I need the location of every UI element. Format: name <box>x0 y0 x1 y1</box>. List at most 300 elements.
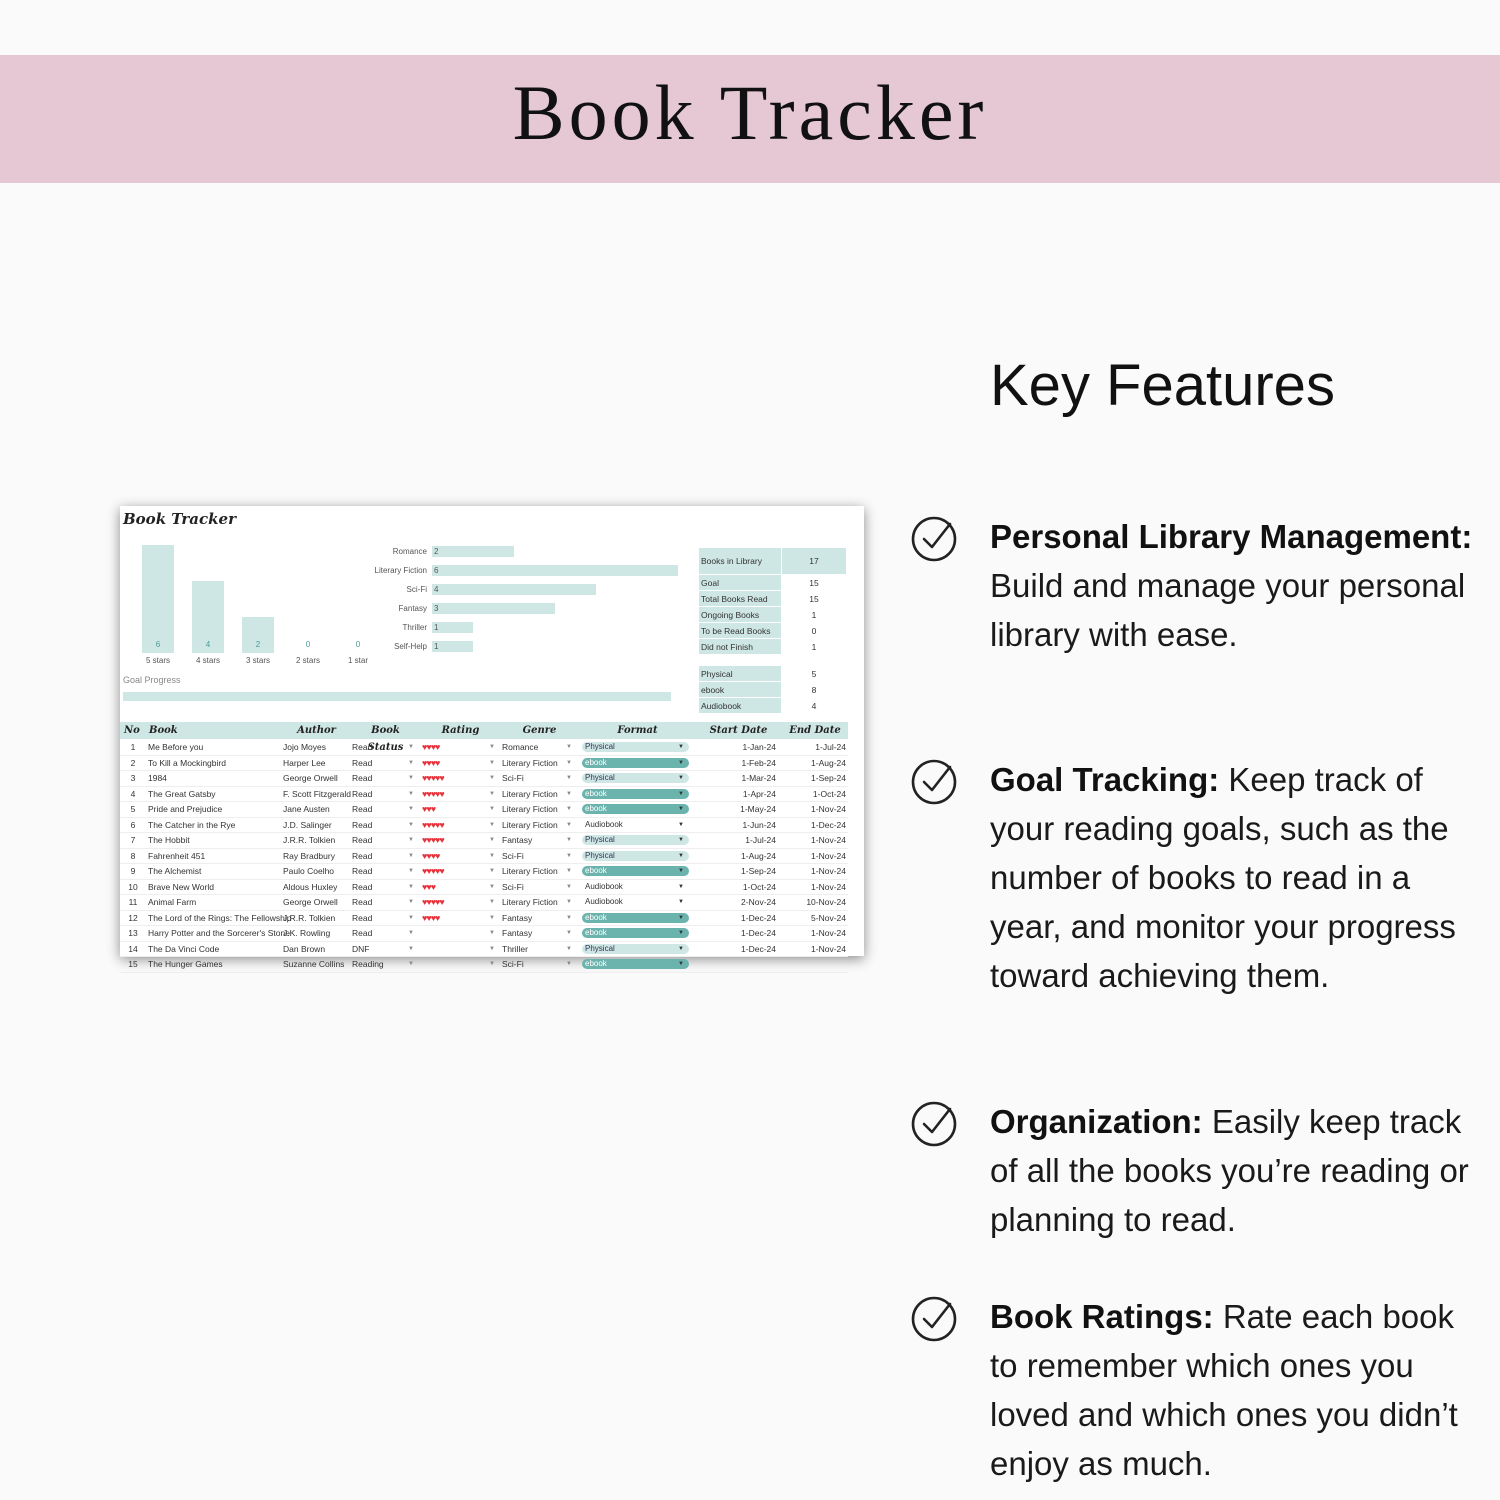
check-circle-icon <box>910 1097 960 1147</box>
row-number: 3 <box>130 773 136 783</box>
format-label: Audiobook <box>699 698 782 714</box>
format-value: ebook <box>585 866 607 875</box>
book-genre: Literary Fiction <box>502 804 558 814</box>
format-dropdown[interactable] <box>582 928 689 938</box>
end-date: 1-Dec-24 <box>811 819 846 830</box>
book-title: Pride and Prejudice <box>148 804 223 814</box>
genre-bar <box>432 584 596 595</box>
book-status: Read <box>352 835 373 845</box>
book-title: The Alchemist <box>148 866 202 876</box>
format-value: 8 <box>782 682 847 698</box>
rating-bar-label: 1 star <box>347 656 368 665</box>
start-date: 1-Dec-24 <box>741 912 776 923</box>
format-dropdown[interactable] <box>582 742 689 752</box>
genre-bar-value: 6 <box>434 566 439 575</box>
feature-description: Rate each book to remember which ones you loved and which ones you didn’t enjoy as much. <box>990 1298 1458 1482</box>
end-date: 1-Jul-24 <box>815 742 846 752</box>
stats-header-row <box>699 548 847 575</box>
dropdown-arrow-icon[interactable]: ▼ <box>566 961 572 967</box>
book-status: Read <box>352 757 373 768</box>
dropdown-arrow-icon: ▼ <box>678 914 684 921</box>
genre-bar-label: Romance <box>392 547 427 556</box>
rating-bar-label: 4 stars <box>195 656 220 665</box>
rating-hearts[interactable]: ♥♥♥♥♥ <box>422 866 444 876</box>
format-dropdown[interactable] <box>582 866 689 876</box>
format-row <box>699 698 847 714</box>
book-title: The Catcher in the Rye <box>148 819 236 830</box>
dropdown-arrow-icon[interactable]: ▼ <box>489 744 495 750</box>
feature-heading: Organization: <box>990 1103 1203 1140</box>
genre-bar-value: 1 <box>434 642 439 651</box>
row-number: 15 <box>128 959 138 969</box>
book-status: Read <box>352 773 373 783</box>
dropdown-arrow-icon: ▼ <box>678 759 684 766</box>
stats-label: To be Read Books <box>699 623 782 639</box>
dropdown-arrow-icon: ▼ <box>678 821 684 828</box>
dropdown-arrow-icon: ▼ <box>678 961 684 967</box>
dropdown-arrow-icon[interactable]: ▼ <box>408 899 414 905</box>
book-author: George Orwell <box>283 897 338 907</box>
book-author: Ray Bradbury <box>283 850 335 861</box>
dropdown-arrow-icon[interactable]: ▼ <box>408 914 414 921</box>
dropdown-arrow-icon[interactable]: ▼ <box>408 868 414 874</box>
column-header: Book <box>149 725 178 736</box>
genre-bar <box>432 603 555 614</box>
book-author: J.D. Salinger <box>283 819 332 830</box>
dropdown-arrow-icon[interactable]: ▼ <box>408 930 414 936</box>
row-number: 14 <box>128 943 138 954</box>
format-stats-table <box>698 665 847 714</box>
dropdown-arrow-icon[interactable]: ▼ <box>408 790 414 797</box>
book-title: The Hobbit <box>148 835 190 845</box>
format-dropdown[interactable] <box>582 944 689 954</box>
format-value: 5 <box>782 666 847 682</box>
column-header: End Date <box>789 725 841 736</box>
rating-hearts[interactable]: ♥♥♥ <box>422 804 436 814</box>
rating-hearts[interactable]: ♥♥♥♥♥ <box>422 835 444 845</box>
genre-bar <box>432 546 514 557</box>
format-dropdown[interactable] <box>582 758 689 768</box>
feature-heading: Book Ratings: <box>990 1298 1214 1335</box>
dropdown-arrow-icon[interactable]: ▼ <box>489 821 495 828</box>
dropdown-arrow-icon[interactable]: ▼ <box>489 806 495 812</box>
book-genre: Literary Fiction <box>502 819 558 830</box>
book-genre: Thriller <box>502 943 528 954</box>
dropdown-arrow-icon: ▼ <box>678 945 684 952</box>
format-value: Audiobook <box>585 897 623 906</box>
rating-bar-value: 0 <box>305 640 311 649</box>
dropdown-arrow-icon: ▼ <box>678 790 684 797</box>
format-value: ebook <box>585 804 607 813</box>
start-date: 1-Aug-24 <box>741 850 776 861</box>
dropdown-arrow-icon: ▼ <box>678 837 684 843</box>
genre-bar-value: 1 <box>434 623 439 632</box>
format-value: ebook <box>585 959 607 968</box>
genre-bar <box>432 565 678 576</box>
row-number: 12 <box>128 912 138 923</box>
genre-bar-label: Self-Help <box>394 642 427 651</box>
dropdown-arrow-icon[interactable]: ▼ <box>489 852 495 859</box>
end-date: 1-Nov-24 <box>811 928 846 938</box>
format-value: Physical <box>585 773 615 782</box>
dropdown-arrow-icon[interactable]: ▼ <box>566 837 572 843</box>
book-author: F. Scott Fitzgerald <box>283 788 352 799</box>
dropdown-arrow-icon[interactable]: ▼ <box>566 790 572 797</box>
header-banner <box>0 55 1500 183</box>
end-date: 1-Sep-24 <box>811 773 846 783</box>
start-date: 1-Jun-24 <box>742 819 776 830</box>
table-row <box>120 942 848 958</box>
start-date: 1-Apr-24 <box>742 788 776 799</box>
table-row <box>120 818 848 834</box>
feature-text <box>990 1292 1490 1488</box>
book-title: Animal Farm <box>148 897 197 907</box>
genre-bar-label: Thriller <box>402 623 427 632</box>
book-genre: Romance <box>502 742 539 752</box>
stats-value: 0 <box>782 623 847 639</box>
dropdown-arrow-icon: ▼ <box>678 883 684 890</box>
stats-row <box>699 591 847 607</box>
stats-row <box>699 607 847 623</box>
table-row <box>120 740 848 756</box>
end-date: 5-Nov-24 <box>811 912 846 923</box>
book-author: Jojo Moyes <box>283 742 326 752</box>
book-genre: Sci-Fi <box>502 959 524 969</box>
book-title: To Kill a Mockingbird <box>148 757 226 768</box>
books-in-library-label: Books in Library <box>699 548 782 575</box>
table-row <box>120 895 848 911</box>
format-value: ebook <box>585 757 607 767</box>
genre-bar-value: 4 <box>434 585 439 594</box>
dropdown-arrow-icon[interactable]: ▼ <box>489 945 495 952</box>
rating-bar-label: 2 stars <box>295 656 320 665</box>
rating-bar-value: 0 <box>355 640 361 649</box>
format-value: Physical <box>585 850 615 860</box>
column-header: No <box>124 725 140 736</box>
dropdown-arrow-icon[interactable]: ▼ <box>566 899 572 905</box>
format-dropdown[interactable] <box>582 773 689 783</box>
book-status: Read <box>352 788 373 799</box>
spreadsheet-preview <box>120 506 864 969</box>
row-number: 4 <box>130 788 136 799</box>
dropdown-arrow-icon[interactable]: ▼ <box>489 930 495 936</box>
check-circle-icon <box>910 512 960 562</box>
dropdown-arrow-icon[interactable]: ▼ <box>489 899 495 905</box>
check-circle-icon <box>910 1292 960 1342</box>
rating-bar-value: 2 <box>255 640 261 649</box>
dropdown-arrow-icon[interactable]: ▼ <box>566 883 572 890</box>
feature-text <box>990 512 1490 659</box>
format-value: ebook <box>585 912 607 922</box>
format-value: Audiobook <box>585 881 623 891</box>
rating-hearts[interactable]: ♥♥♥♥♥ <box>422 897 444 907</box>
book-genre: Fantasy <box>502 912 533 923</box>
book-status: Read <box>352 742 373 752</box>
end-date: 1-Nov-24 <box>811 943 846 954</box>
book-genre: Sci-Fi <box>502 773 524 783</box>
rating-hearts[interactable]: ♥♥♥♥♥ <box>422 819 444 830</box>
rating-hearts[interactable]: ♥♥♥♥ <box>422 757 440 768</box>
format-dropdown[interactable] <box>582 789 689 799</box>
dropdown-arrow-icon[interactable]: ▼ <box>489 790 495 797</box>
format-value: 4 <box>782 698 847 714</box>
dropdown-arrow-icon[interactable]: ▼ <box>489 759 495 766</box>
dropdown-arrow-icon: ▼ <box>678 930 684 936</box>
dropdown-arrow-icon[interactable]: ▼ <box>408 806 414 812</box>
dropdown-arrow-icon: ▼ <box>678 868 684 874</box>
dropdown-arrow-icon[interactable]: ▼ <box>566 914 572 921</box>
dropdown-arrow-icon[interactable]: ▼ <box>489 961 495 967</box>
library-stats-table <box>698 547 847 655</box>
book-status: Read <box>352 850 373 861</box>
row-number: 7 <box>130 835 136 845</box>
book-title: Brave New World <box>148 881 214 892</box>
book-status: Read <box>352 928 373 938</box>
goal-progress-label: Goal Progress <box>123 675 181 685</box>
dropdown-arrow-icon[interactable]: ▼ <box>489 868 495 874</box>
dropdown-arrow-icon[interactable]: ▼ <box>408 759 414 766</box>
column-header: Book Status <box>367 725 404 753</box>
format-label: ebook <box>699 682 782 698</box>
dropdown-arrow-icon[interactable]: ▼ <box>408 852 414 859</box>
dropdown-arrow-icon[interactable]: ▼ <box>489 914 495 921</box>
book-author: Dan Brown <box>283 943 326 954</box>
goal-progress-bar <box>123 692 671 701</box>
start-date: 1-Dec-24 <box>741 928 776 938</box>
dropdown-arrow-icon[interactable]: ▼ <box>566 759 572 766</box>
format-dropdown[interactable] <box>582 959 689 969</box>
end-date: 1-Nov-24 <box>811 850 846 861</box>
start-date: 1-Jul-24 <box>745 835 776 845</box>
book-status: Read <box>352 897 373 907</box>
book-author: Aldous Huxley <box>283 881 338 892</box>
rating-bar-value: 4 <box>205 640 211 649</box>
rating-hearts[interactable]: ♥♥♥♥ <box>422 742 440 752</box>
sheet-title: Book Tracker <box>123 510 236 528</box>
feature-text <box>990 755 1490 1000</box>
row-number: 5 <box>130 804 136 814</box>
end-date: 1-Aug-24 <box>811 757 846 768</box>
row-number: 13 <box>128 928 138 938</box>
table-row <box>120 787 848 803</box>
dropdown-arrow-icon[interactable]: ▼ <box>566 945 572 952</box>
end-date: 1-Nov-24 <box>811 835 846 845</box>
book-title: 1984 <box>148 773 167 783</box>
column-header: Format <box>617 725 658 736</box>
book-status: Reading <box>352 959 384 969</box>
format-value: ebook <box>585 788 607 798</box>
dropdown-arrow-icon[interactable]: ▼ <box>408 837 414 843</box>
format-dropdown[interactable] <box>582 913 689 923</box>
book-author: George Orwell <box>283 773 338 783</box>
stats-label: Ongoing Books <box>699 607 782 623</box>
book-author: Harper Lee <box>283 757 326 768</box>
book-genre: Literary Fiction <box>502 788 558 799</box>
dropdown-arrow-icon: ▼ <box>678 775 684 781</box>
dropdown-arrow-icon[interactable]: ▼ <box>566 775 572 781</box>
table-row <box>120 833 848 849</box>
column-header: Start Date <box>709 725 768 736</box>
books-table <box>120 740 848 973</box>
book-genre: Literary Fiction <box>502 757 558 768</box>
book-genre: Fantasy <box>502 928 533 938</box>
rating-hearts[interactable]: ♥♥♥♥ <box>422 850 440 861</box>
stats-row <box>699 575 847 591</box>
format-dropdown[interactable] <box>582 882 689 892</box>
format-dropdown[interactable] <box>582 820 689 830</box>
dropdown-arrow-icon[interactable]: ▼ <box>408 821 414 828</box>
book-author: J.R.R. Tolkien <box>283 835 336 845</box>
book-genre: Literary Fiction <box>502 897 558 907</box>
table-row <box>120 756 848 772</box>
dropdown-arrow-icon: ▼ <box>678 899 684 905</box>
dropdown-arrow-icon: ▼ <box>678 852 684 859</box>
dropdown-arrow-icon[interactable]: ▼ <box>408 883 414 890</box>
key-features-title: Key Features <box>990 353 1335 418</box>
dropdown-arrow-icon[interactable]: ▼ <box>566 744 572 750</box>
feature-text <box>990 1097 1490 1244</box>
feature-description: Build and manage your personal library with ease. <box>990 567 1466 653</box>
genre-bar-value: 3 <box>434 604 439 613</box>
rating-bar-label: 5 stars <box>145 656 170 665</box>
feature-description: Easily keep track of all the books you’re reading or planning to read. <box>990 1103 1469 1238</box>
genre-bar-label: Sci-Fi <box>406 585 427 594</box>
dropdown-arrow-icon[interactable]: ▼ <box>408 744 414 750</box>
book-title: Me Before you <box>148 742 204 752</box>
book-status: Read <box>352 819 373 830</box>
table-row <box>120 926 848 942</box>
format-dropdown[interactable] <box>582 835 689 845</box>
start-date: 1-Mar-24 <box>741 773 776 783</box>
stats-value: 15 <box>782 591 847 607</box>
start-date: 2-Nov-24 <box>741 897 776 907</box>
books-in-library-value: 17 <box>782 548 847 575</box>
stats-row <box>699 623 847 639</box>
feature-heading: Personal Library Management: <box>990 518 1473 555</box>
format-dropdown[interactable] <box>582 804 689 814</box>
stats-value: 15 <box>782 575 847 591</box>
book-genre: Fantasy <box>502 835 533 845</box>
book-genre: Sci-Fi <box>502 881 524 892</box>
stats-label: Goal <box>699 575 782 591</box>
book-author: J.R.R. Tolkien <box>283 912 336 923</box>
book-title: The Lord of the Rings: The Fellowship <box>148 912 292 923</box>
book-status: Read <box>352 881 373 892</box>
table-row <box>120 880 848 896</box>
start-date: 1-Dec-24 <box>741 943 776 954</box>
end-date: 1-Nov-24 <box>811 881 846 892</box>
format-row <box>699 666 847 682</box>
row-number: 8 <box>130 850 136 861</box>
book-status: Read <box>352 912 373 923</box>
feature-description: Keep track of your reading goals, such as the number of books to read in a year, and monitor your progress toward achieving them. <box>990 761 1456 994</box>
format-value: Physical <box>585 835 615 844</box>
row-number: 6 <box>130 819 136 830</box>
dropdown-arrow-icon[interactable]: ▼ <box>489 837 495 843</box>
book-title: The Great Gatsby <box>148 788 216 799</box>
table-row <box>120 911 848 927</box>
format-value: ebook <box>585 928 607 937</box>
table-row <box>120 771 848 787</box>
table-row <box>120 802 848 818</box>
column-header: Rating <box>441 725 480 736</box>
end-date: 10-Nov-24 <box>806 897 846 907</box>
dropdown-arrow-icon: ▼ <box>678 744 684 750</box>
format-value: Audiobook <box>585 819 623 829</box>
rating-hearts[interactable]: ♥♥♥ <box>422 881 436 892</box>
table-row <box>120 957 848 973</box>
format-label: Physical <box>699 666 782 682</box>
dropdown-arrow-icon[interactable]: ▼ <box>489 775 495 781</box>
start-date: 1-Sep-24 <box>741 866 776 876</box>
book-author: J.K. Rowling <box>283 928 331 938</box>
column-header: Author <box>297 725 336 736</box>
format-row <box>699 682 847 698</box>
start-date: 1-Oct-24 <box>742 881 776 892</box>
format-value: Physical <box>585 943 615 953</box>
stats-label: Did not Finish <box>699 639 782 655</box>
check-circle-icon <box>910 755 960 805</box>
rating-hearts[interactable]: ♥♥♥♥♥ <box>422 773 444 783</box>
book-author: Paulo Coelho <box>283 866 335 876</box>
genre-bar-label: Literary Fiction <box>374 566 427 575</box>
dropdown-arrow-icon[interactable]: ▼ <box>566 930 572 936</box>
dropdown-arrow-icon[interactable]: ▼ <box>566 806 572 812</box>
row-number: 11 <box>128 897 138 907</box>
dropdown-arrow-icon[interactable]: ▼ <box>566 868 572 874</box>
book-status: DNF <box>352 943 370 954</box>
rating-bar-value: 6 <box>155 640 161 649</box>
book-status: Read <box>352 866 373 876</box>
end-date: 1-Nov-24 <box>811 804 846 814</box>
stats-row <box>699 639 847 655</box>
column-header: Genre <box>522 725 557 736</box>
book-status: Read <box>352 804 373 814</box>
stats-value: 1 <box>782 607 847 623</box>
book-genre: Sci-Fi <box>502 850 524 861</box>
dropdown-arrow-icon[interactable]: ▼ <box>566 852 572 859</box>
start-date: 1-May-24 <box>740 804 776 814</box>
dropdown-arrow-icon[interactable]: ▼ <box>408 775 414 781</box>
start-date: 1-Jan-24 <box>742 742 776 752</box>
page-title: Book Tracker <box>512 69 988 156</box>
feature-heading: Goal Tracking: <box>990 761 1220 798</box>
rating-hearts[interactable]: ♥♥♥♥ <box>422 912 440 923</box>
book-genre: Literary Fiction <box>502 866 558 876</box>
rating-hearts[interactable]: ♥♥♥♥♥ <box>422 788 444 799</box>
book-title: The Hunger Games <box>148 959 223 969</box>
rating-bar <box>142 545 174 653</box>
dropdown-arrow-icon[interactable]: ▼ <box>408 961 414 967</box>
row-number: 9 <box>130 866 136 876</box>
format-dropdown[interactable] <box>582 851 689 861</box>
row-number: 10 <box>128 881 138 892</box>
table-row <box>120 864 848 880</box>
table-row <box>120 849 848 865</box>
book-title: Harry Potter and the Sorcerer's Stone <box>148 928 290 938</box>
start-date: 1-Feb-24 <box>741 757 776 768</box>
stats-label: Total Books Read <box>699 591 782 607</box>
book-title: The Da Vinci Code <box>148 943 220 954</box>
format-dropdown[interactable] <box>582 897 689 907</box>
book-author: Jane Austen <box>283 804 330 814</box>
row-number: 1 <box>130 742 136 752</box>
dropdown-arrow-icon[interactable]: ▼ <box>566 821 572 828</box>
dropdown-arrow-icon[interactable]: ▼ <box>408 945 414 952</box>
end-date: 1-Oct-24 <box>812 788 846 799</box>
book-title: Fahrenheit 451 <box>148 850 206 861</box>
dropdown-arrow-icon[interactable]: ▼ <box>489 883 495 890</box>
